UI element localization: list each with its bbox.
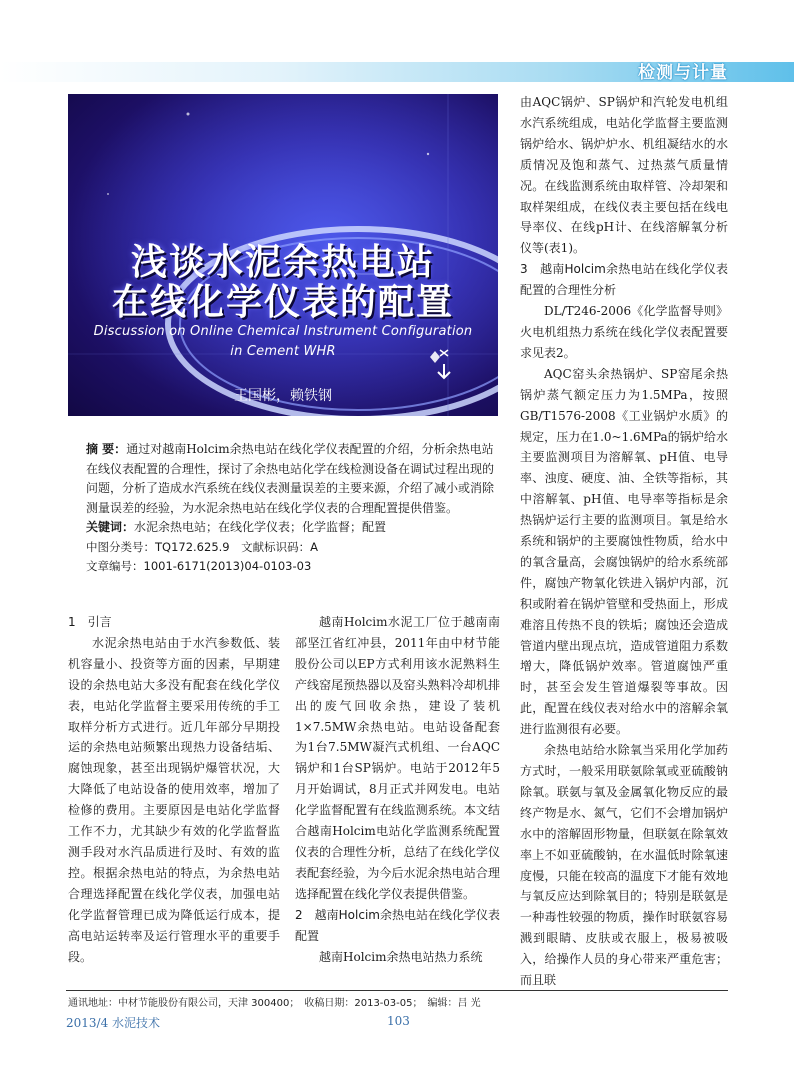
section-2-paragraph-1-cont: 由AQC锅炉、SP锅炉和汽轮发电机组水汽系统组成，电站化学监督主要监测锅炉给水、锅炉炉水、机组凝结水的水质情况及饱和蒸气、过热蒸气质量情况。在线监测系统由取样管、冷却架和取样架组成，在线仪表主要包括在线电导率仪、在线pH计、在线溶解氧分析仪等(表1)。	[520, 95, 728, 256]
body-column-3	[520, 92, 728, 991]
banner-title-line1: 浅谈水泥余热电站	[130, 242, 435, 283]
keywords	[86, 518, 498, 538]
section-3-paragraph-2: AQC窑头余热锅炉、SP窑尾余热锅炉蒸气额定压力为1.5MPa，按照GB/T1576-2008《工业锅炉水质》的规定，压力在1.0~1.6MPa的锅炉给水主要监测项目为溶解氧、pH值、电导率、浊度、硬度、油、全铁等指标，其中溶解氧、pH值、电导率等指标是余热锅炉运行主要的监测项目。氧是给水系统和锅炉的主要腐蚀性物质，给水中的氧含量高，会腐蚀锅炉的给水系统部件，腐蚀产物氧化铁进入锅炉内部，沉积或附着在锅炉管壁和受热面上，形成难溶且传热不良的铁垢；腐蚀还会造成管道内壁出现点坑，造成管道阻力系数增大，降低锅炉效率。管道腐蚀严重时，甚至会发生管道爆裂等事故。因此，配置在线仪表对给水中的溶解余氧进行监测很有必要。	[520, 366, 728, 737]
keywords-text: 水泥余热电站；在线化学仪表；化学监督；配置	[134, 520, 387, 534]
clc-number: 中图分类号：TQ172.625.9 文献标识码：A	[86, 539, 318, 554]
article-banner	[68, 94, 498, 416]
keywords-label: 关键词：	[86, 520, 135, 534]
section-2-heading: 2 越南Holcim余热电站在线化学仪表配置	[295, 907, 500, 943]
article-number: 文章编号：1001-6171(2013)04-0103-03	[86, 559, 312, 573]
section-1-paragraph-1: 水泥余热电站由于水汽参数低、装机容量小、投资等方面的因素，早期建设的余热电站大多没有配套在线化学仪表，电站化学监督主要采用传统的手工取样分析方式进行。近几年部分早期投运的余热电站频繁出现热力设备结垢、腐蚀现象，甚至出现锅炉爆管状况，大大降低了电站设备的使用效率，增加了检修的费用。主要原因是电站化学监督工作不力，尤其缺少有效的化学监督监测手段对水汽品质进行及时、有效的监控。根据余热电站的特点，为余热电站合理选择配置在线化学仪表，加强电站化学监督管理已成为降低运行成本，提高电站运转率及运行管理水平的重要手段。	[68, 635, 280, 964]
abstract-label: 摘 要：	[86, 442, 127, 456]
section-3-heading: 3 越南Holcim余热电站在线化学仪表配置的合理性分析	[520, 262, 728, 298]
page-number: 103	[387, 1014, 410, 1028]
footer-journal: 2013/4 水泥技术	[66, 1016, 161, 1030]
footer-rule	[66, 990, 728, 991]
abstract-text: 通过对越南Holcim余热电站在线化学仪表配置的介绍，分析余热电站在线仪表配置的合理性，探讨了余热电站化学在线检测设备在调试过程出现的问题，分析了造成水汽系统在线仪表测量误差的主要来源，介绍了减小或消除测量误差的经验，为水泥余热电站在线化学仪表的合理配置提供借鉴。	[86, 442, 495, 515]
section-3-paragraph-1: DL/T246-2006《化学监督导则》火电机组热力系统在线化学仪表配置要求见表2。	[520, 304, 728, 360]
banner-english-title-line1: Discussion on Online Chemical Instrument Configuration	[93, 324, 473, 339]
body-column-1	[68, 612, 280, 967]
section-2-paragraph-1-start: 越南Holcim余热电站热力系统	[319, 949, 483, 964]
banner-authors: 王国彬，赖铁钢	[234, 388, 332, 404]
abstract	[86, 440, 498, 518]
banner-title-line2: 在线化学仪表的配置	[111, 282, 454, 323]
body-column-2	[295, 612, 500, 967]
section-1-paragraph-2: 越南Holcim水泥工厂位于越南南部坚江省红冲县，2011年由中材节能股份公司以EP方式利用该水泥熟料生产线窑尾预热器以及窑头熟料冷却机排出的废气回收余热，建设了装机1×7.5MW余热电站。电站设备配套为1台7.5MW凝汽式机组、一台AQC锅炉和1台SP锅炉。电站于2012年5月开始调试，8月正式并网发电。电站化学监督配置有在线监测系统。本文结合越南Holcim电站化学监测系统配置仪表的合理性分析，总结了在线化学仪表配套经验，为今后水泥余热电站合理选择配置在线化学仪表提供借鉴。	[295, 615, 500, 901]
section-1-heading: 1 引言	[68, 615, 112, 629]
section-title: 检测与计量	[638, 63, 728, 83]
abstract-block	[86, 440, 498, 577]
section-3-paragraph-3: 余热电站给水除氧当采用化学加药方式时，一般采用联氨除氧或亚硫酸钠除氧。联氨与氧及金属氧化物反应的最终产物是水、氮气，它们不会增加锅炉水中的溶解固形物量，但联氨在除氧效率上不如亚硫酸钠，在水温低时除氧速度慢，只能在较高的温度下才能有效地与氧反应达到除氧目的；特别是联氨是一种毒性较强的物质，操作时联氨容易溅到眼睛、皮肤或衣服上，极易被吸入，给操作人员的身心带来严重危害；而且联	[520, 743, 728, 988]
banner-english-title-line2: in Cement WHR	[230, 344, 336, 359]
footer-note: 通讯地址：中材节能股份有限公司，天津 300400； 收稿日期：2013-03-05； 编辑：吕 光	[68, 998, 481, 1009]
